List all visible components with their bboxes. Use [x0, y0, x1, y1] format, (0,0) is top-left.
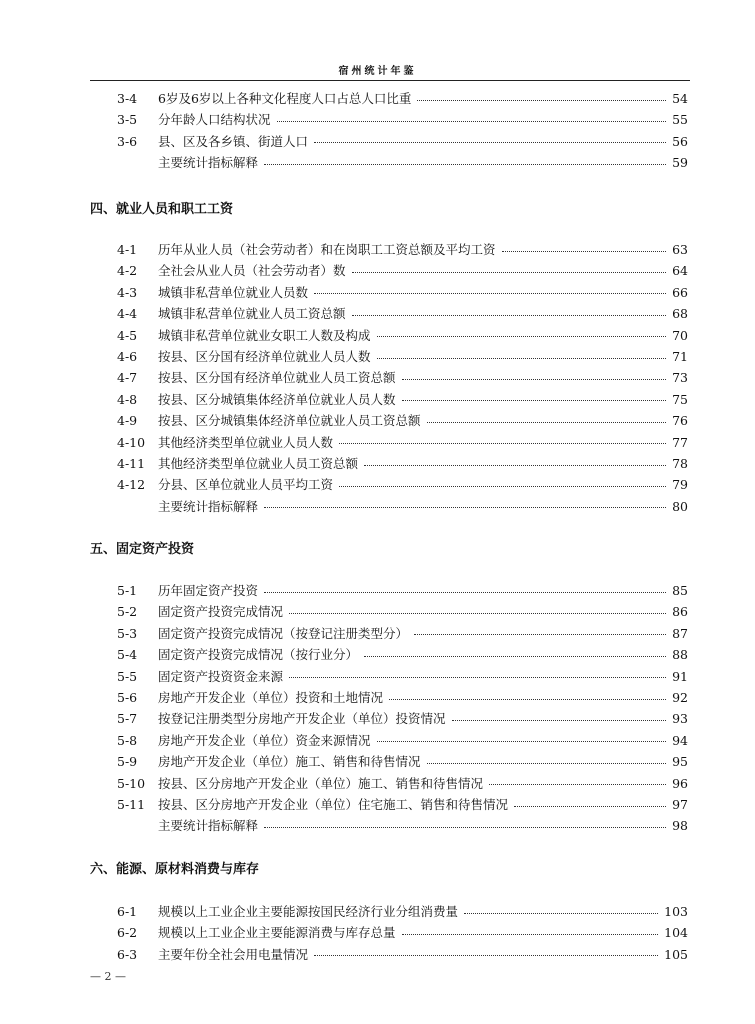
dot-leader — [277, 121, 667, 122]
toc-entry-title: 固定资产投资资金来源 — [158, 668, 284, 684]
toc-entry-number: 5-5 — [117, 668, 138, 684]
toc-entry-number: 4-11 — [117, 456, 146, 471]
toc-entry-page: 64 — [672, 263, 688, 279]
dot-leader — [289, 613, 666, 614]
dot-leader — [377, 358, 667, 359]
toc-entry-number: 3-6 — [117, 133, 138, 149]
toc-entry-page: 79 — [672, 477, 688, 493]
toc-entry-number: 4-5 — [117, 327, 138, 343]
toc-entry-number: 5-4 — [117, 647, 138, 663]
dot-leader — [427, 422, 667, 423]
toc-entry-number: 5-10 — [117, 775, 146, 791]
dot-leader — [377, 741, 667, 742]
dot-leader — [364, 656, 666, 657]
toc-entry-page: 80 — [672, 498, 688, 514]
toc-entry-title: 按县、区分房地产开发企业（单位）施工、销售和待售情况 — [158, 775, 484, 791]
toc-entry[interactable] — [117, 644, 688, 666]
dot-leader — [414, 634, 666, 635]
toc-entry-page: 63 — [672, 242, 688, 257]
dot-leader — [402, 934, 659, 935]
toc-entry[interactable] — [117, 389, 688, 411]
toc-entry-number: 4-12 — [117, 477, 146, 493]
dot-leader — [264, 827, 666, 828]
toc-entry-number: 6-3 — [117, 946, 138, 962]
toc-entry[interactable] — [117, 367, 688, 389]
toc-entry[interactable] — [117, 815, 688, 837]
dot-leader — [314, 142, 666, 143]
toc-entry-page: 70 — [672, 327, 688, 343]
toc-entry-number: 4-10 — [117, 434, 146, 450]
header-rule — [90, 80, 690, 81]
toc-entry-page: 68 — [672, 306, 688, 322]
dot-leader — [452, 720, 667, 721]
dot-leader — [464, 913, 658, 914]
dot-leader — [289, 677, 666, 678]
toc-entry-title: 历年从业人员（社会劳动者）和在岗职工工资总额及平均工资 — [158, 242, 496, 257]
dot-leader — [389, 699, 666, 700]
section-heading: 六、能源、原材料消费与库存 — [90, 862, 260, 877]
toc-entry-title: 固定资产投资完成情况（按行业分） — [158, 647, 359, 663]
toc-entry[interactable] — [117, 453, 688, 475]
toc-entry[interactable] — [117, 922, 688, 944]
toc-entry-page: 59 — [672, 155, 688, 171]
toc-entry[interactable] — [117, 708, 688, 730]
toc-entry[interactable] — [117, 346, 688, 368]
toc-entry-title: 城镇非私营单位就业人员工资总额 — [158, 306, 346, 322]
toc-entry-page: 105 — [664, 946, 688, 962]
toc-entry-number: 5-11 — [117, 797, 146, 812]
toc-entry[interactable] — [117, 687, 688, 709]
dot-leader — [339, 486, 666, 487]
page-number: — 2 — — [90, 970, 126, 983]
toc-entry-page: 92 — [672, 690, 688, 705]
toc-entry-page: 96 — [672, 775, 688, 791]
toc-entry[interactable] — [117, 109, 688, 131]
toc-entry[interactable] — [117, 282, 688, 304]
toc-entry-title: 规模以上工业企业主要能源消费与库存总量 — [158, 925, 396, 941]
toc-entry-title: 全社会从业人员（社会劳动者）数 — [158, 263, 346, 279]
toc-entry-page: 75 — [672, 391, 688, 407]
toc-entry-number: 5-7 — [117, 711, 138, 727]
toc-entry-title: 固定资产投资完成情况 — [158, 604, 284, 620]
toc-entry-page: 66 — [672, 284, 688, 300]
toc-entry-page: 95 — [672, 754, 688, 770]
toc-entry[interactable] — [117, 751, 688, 773]
toc-entry[interactable] — [117, 944, 688, 966]
toc-entry[interactable] — [117, 88, 688, 110]
toc-entry-number: 5-3 — [117, 625, 138, 641]
toc-entry[interactable] — [117, 601, 688, 623]
dot-leader — [264, 592, 666, 593]
toc-entry-page: 103 — [664, 904, 688, 919]
toc-entry[interactable] — [117, 730, 688, 752]
dot-leader — [514, 806, 666, 807]
toc-entry[interactable] — [117, 303, 688, 325]
toc-entry[interactable] — [117, 432, 688, 454]
toc-entry-title: 房地产开发企业（单位）资金来源情况 — [158, 732, 371, 748]
toc-entry-title: 县、区及各乡镇、街道人口 — [158, 133, 309, 149]
dot-leader — [489, 784, 666, 785]
dot-leader — [417, 100, 666, 101]
section-heading: 五、固定资产投资 — [90, 542, 195, 557]
toc-entry-page: 78 — [672, 456, 688, 471]
toc-entry-page: 56 — [672, 133, 688, 149]
dot-leader — [314, 955, 658, 956]
toc-entry-title: 其他经济类型单位就业人员工资总额 — [158, 456, 359, 471]
toc-entry-number: 5-2 — [117, 604, 138, 620]
toc-entry-page: 94 — [672, 732, 688, 748]
dot-leader — [402, 379, 667, 380]
toc-entry-title: 分县、区单位就业人员平均工资 — [158, 477, 334, 493]
toc-entry-title: 固定资产投资完成情况（按登记注册类型分） — [158, 625, 409, 641]
toc-entry[interactable] — [117, 131, 688, 153]
toc-entry-title: 按县、区分城镇集体经济单位就业人员工资总额 — [158, 413, 421, 429]
toc-entry[interactable] — [117, 325, 688, 347]
toc-entry-title: 房地产开发企业（单位）投资和土地情况 — [158, 690, 384, 705]
toc-entry[interactable] — [117, 773, 688, 795]
toc-entry-page: 71 — [672, 349, 688, 364]
toc-entry-number: 4-4 — [117, 306, 138, 322]
toc-entry[interactable] — [117, 580, 688, 602]
toc-entry-title: 城镇非私营单位就业女职工人数及构成 — [158, 327, 371, 343]
toc-entry-page: 88 — [672, 647, 688, 663]
toc-entry-page: 73 — [672, 370, 688, 386]
toc-entry-number: 5-6 — [117, 690, 138, 705]
toc-entry-title: 按县、区分国有经济单位就业人员人数 — [158, 349, 371, 364]
toc-entry-title: 按县、区分国有经济单位就业人员工资总额 — [158, 370, 396, 386]
toc-entry-number: 3-5 — [117, 112, 138, 128]
toc-entry-number: 5-1 — [117, 583, 138, 598]
toc-entry-title: 按登记注册类型分房地产开发企业（单位）投资情况 — [158, 711, 446, 727]
section-heading: 四、就业人员和职工工资 — [90, 202, 234, 217]
toc-entry-title: 房地产开发企业（单位）施工、销售和待售情况 — [158, 754, 421, 770]
toc-entry-number: 5-9 — [117, 754, 138, 770]
toc-entry[interactable] — [117, 239, 688, 261]
toc-entry-page: 98 — [672, 818, 688, 834]
toc-entry[interactable] — [117, 623, 688, 645]
toc-entry-number: 3-4 — [117, 91, 138, 106]
toc-entry-page: 54 — [672, 91, 688, 106]
toc-entry-number: 4-9 — [117, 413, 138, 429]
toc-entry-title: 主要年份全社会用电量情况 — [158, 946, 309, 962]
toc-entry[interactable] — [117, 260, 688, 282]
toc-entry-page: 55 — [672, 112, 688, 128]
toc-entry[interactable] — [117, 152, 688, 174]
toc-entry-page: 97 — [672, 797, 688, 812]
toc-entry[interactable] — [117, 410, 688, 432]
toc-entry-number: 4-8 — [117, 391, 138, 407]
toc-entry-number: 6-1 — [117, 904, 138, 919]
toc-entry-page: 93 — [672, 711, 688, 727]
toc-entry-title: 其他经济类型单位就业人员人数 — [158, 434, 334, 450]
toc-entry-number: 4-3 — [117, 284, 138, 300]
toc-entry-number: 4-6 — [117, 349, 138, 364]
dot-leader — [264, 164, 666, 165]
toc-entry-page: 76 — [672, 413, 688, 429]
toc-entry-page: 77 — [672, 434, 688, 450]
toc-entry-number: 4-7 — [117, 370, 138, 386]
dot-leader — [427, 763, 667, 764]
toc-entry-title: 规模以上工业企业主要能源按国民经济行业分组消费量 — [158, 904, 459, 919]
toc-entry-title: 按县、区分房地产开发企业（单位）住宅施工、销售和待售情况 — [158, 797, 509, 812]
toc-entry-title: 按县、区分城镇集体经济单位就业人员人数 — [158, 391, 396, 407]
toc-entry-title: 主要统计指标解释 — [158, 498, 259, 514]
dot-leader — [377, 336, 667, 337]
toc-entry[interactable] — [117, 794, 688, 816]
toc-entry-number: 4-1 — [117, 242, 138, 257]
running-header-title: 宿州统计年鉴 — [338, 66, 417, 77]
toc-entry[interactable] — [117, 496, 688, 518]
dot-leader — [352, 315, 667, 316]
toc-entry-title: 主要统计指标解释 — [158, 155, 259, 171]
dot-leader — [364, 465, 666, 466]
dot-leader — [314, 293, 666, 294]
toc-entry-title: 6岁及6岁以上各种文化程度人口占总人口比重 — [158, 91, 412, 106]
toc-entry-title: 分年龄人口结构状况 — [158, 112, 271, 128]
dot-leader — [502, 251, 667, 252]
toc-entry-title: 城镇非私营单位就业人员数 — [158, 284, 309, 300]
dot-leader — [339, 443, 666, 444]
dot-leader — [352, 272, 667, 273]
toc-entry-page: 86 — [672, 604, 688, 620]
toc-entry-page: 91 — [672, 668, 688, 684]
dot-leader — [264, 507, 666, 508]
toc-entry[interactable] — [117, 901, 688, 923]
toc-entry-number: 4-2 — [117, 263, 138, 279]
toc-entry-title: 历年固定资产投资 — [158, 583, 259, 598]
toc-entry-page: 85 — [672, 583, 688, 598]
toc-entry-page: 104 — [664, 925, 688, 941]
toc-entry-page: 87 — [672, 625, 688, 641]
dot-leader — [402, 400, 667, 401]
toc-entry[interactable] — [117, 666, 688, 688]
toc-entry[interactable] — [117, 474, 688, 496]
toc-entry-number: 5-8 — [117, 732, 138, 748]
toc-entry-title: 主要统计指标解释 — [158, 818, 259, 834]
toc-entry-number: 6-2 — [117, 925, 138, 941]
